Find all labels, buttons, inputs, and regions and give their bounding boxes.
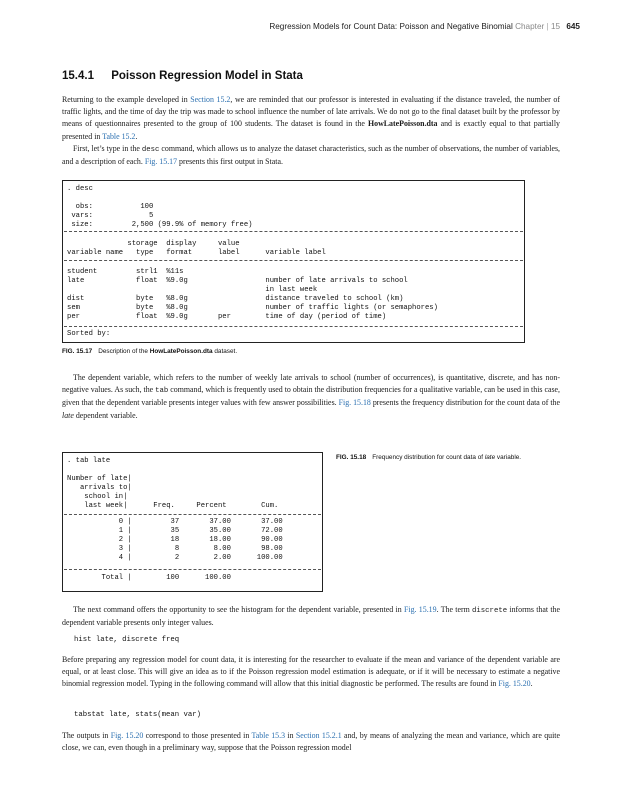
running-title: Regression Models for Count Data: Poisson and Negative Binomial [269, 22, 513, 31]
output-line: Sorted by: [67, 330, 111, 338]
divider [64, 326, 523, 327]
output-line: storage display value [67, 240, 240, 248]
paragraph-tab: The dependent variable, which refers to the number of weekly late arrivals to school (number of occurrences), is quantitative, discrete, and has non-negative values. As such, the tab command, which is frequently used to obtain the distribution frequencies for a qualitative variable, can be used in this case, given that the dependent variable presents integer values with few answer possibilities. Fig. 15.18 presents the frequency distribution for the count data of the late dependent variable. [62, 373, 560, 420]
command-hist: hist late, discrete freq [74, 636, 180, 644]
output-line: arrivals to| [67, 484, 132, 492]
link-section-15-2-1[interactable]: Section 15.2.1 [295, 731, 342, 740]
output-line: obs: 100 [67, 203, 154, 211]
inline-code-discrete: discrete [472, 607, 508, 615]
output-line: 3 | 8 8.00 98.00 [67, 545, 283, 553]
output-line: per float %9.0g per time of day (period of time) [67, 313, 387, 321]
stata-output-tab [62, 452, 323, 592]
link-fig-15-17[interactable]: Fig. 15.17 [144, 157, 178, 167]
page-number: 645 [566, 22, 580, 31]
output-line: school in| [67, 493, 128, 501]
header-separator: | [546, 22, 549, 31]
paragraph-desc: First, let’s type in the desc command, which allows us to analyze the dataset characteristics, such as the number of observations, the number of variables, and a description of each. Fig. 15.17 presents this first output in Stata. [62, 144, 560, 167]
paragraph-outputs: The outputs in Fig. 15.20 correspond to those presented in Table 15.3 in Section 15.2.1 and, by means of analyzing the mean and variance, which are quite close, we can, even though in a preliminary way, suppose that the Poisson regression model [62, 731, 560, 753]
dataset-filename: HowLatePoisson.dta [368, 119, 438, 129]
chapter-label: Chapter [515, 22, 545, 31]
section-heading [62, 70, 303, 82]
output-line: 4 | 2 2.00 100.00 [67, 554, 283, 562]
figure-caption-15-17: FIG. 15.17 Description of the HowLatePoisson.dta dataset. [62, 348, 238, 355]
divider [64, 514, 321, 515]
output-line: student strl1 %11s [67, 268, 184, 276]
caption-label: FIG. 15.18 [336, 454, 367, 461]
output-line: variable name type format label variable label [67, 249, 326, 257]
link-section-15-2[interactable]: Section 15.2 [190, 95, 231, 104]
output-line: . desc [67, 185, 93, 193]
paragraph-intro: Returning to the example developed in Section 15.2, we are reminded that our professor is interested in evaluating if the distance traveled, the number of traffic lights, and the time of day the trip was made to school influence the number of late arrivals. We do not go to the final dataset built by the professor by means of questionnaires presented to the group of 100 students. The dataset is found in the HowLatePoisson.dta and is exactly equal to that partially presented in Table 15.2. [62, 95, 560, 141]
output-line: late float %9.0g number of late arrivals to school [67, 277, 408, 285]
link-fig-15-20[interactable]: Fig. 15.20 [498, 679, 531, 689]
output-line: in last week [67, 286, 318, 294]
inline-code-tab: tab [155, 387, 169, 396]
output-line: vars: 5 [67, 212, 154, 220]
divider [64, 569, 321, 570]
command-tabstat: tabstat late, stats(mean var) [74, 711, 201, 719]
output-line: 2 | 18 18.00 90.00 [67, 536, 283, 544]
output-line: 0 | 37 37.00 37.00 [67, 518, 283, 526]
output-line: 1 | 35 35.00 72.00 [67, 527, 283, 535]
divider [64, 231, 523, 232]
divider [64, 260, 523, 261]
chapter-number: 15 [550, 22, 561, 31]
running-header [60, 22, 580, 31]
output-line: Number of late| [67, 475, 132, 483]
output-line: last week| Freq. Percent Cum. [67, 502, 279, 510]
caption-label: FIG. 15.17 [62, 348, 93, 355]
link-table-15-3[interactable]: Table 15.3 [251, 731, 286, 740]
link-table-15-2[interactable]: Table 15.2 [102, 131, 136, 141]
section-number: 15.4.1 [62, 70, 94, 82]
output-line: Total | 100 100.00 [67, 574, 231, 582]
output-line: dist byte %8.0g distance traveled to school (km) [67, 295, 404, 303]
stata-output-desc [62, 180, 525, 343]
output-line: . tab late [67, 457, 111, 465]
figure-caption-15-18: FIG. 15.18 Frequency distribution for count data of late variable. [336, 454, 522, 461]
link-fig-15-20[interactable]: Fig. 15.20 [110, 731, 144, 740]
paragraph-diagnostic: Before preparing any regression model for count data, it is interesting for the researcher to evaluate if the mean and variance of the dependent variable are equal, or at least close. This will give an idea as to if the Poisson regression model estimation is adequate, or if it will be necessary to estimate a negative binomial regression model. Typing in the following command will allow that this initial diagnostic be performed. The results are found in Fig. 15.20. [62, 655, 560, 689]
output-line: sem byte %8.0g number of traffic lights (or semaphores) [67, 304, 438, 312]
link-fig-15-19[interactable]: Fig. 15.19 [404, 605, 437, 614]
output-line: size: 2,500 (99.9% of memory free) [67, 221, 253, 229]
paragraph-hist: The next command offers the opportunity to see the histogram for the dependent variable, presented in Fig. 15.19. The term discrete informs that the dependent variable presents only integer values. [62, 605, 561, 628]
link-fig-15-18[interactable]: Fig. 15.18 [338, 398, 371, 408]
section-title: Poisson Regression Model in Stata [111, 70, 303, 82]
inline-code-desc: desc [141, 146, 160, 154]
